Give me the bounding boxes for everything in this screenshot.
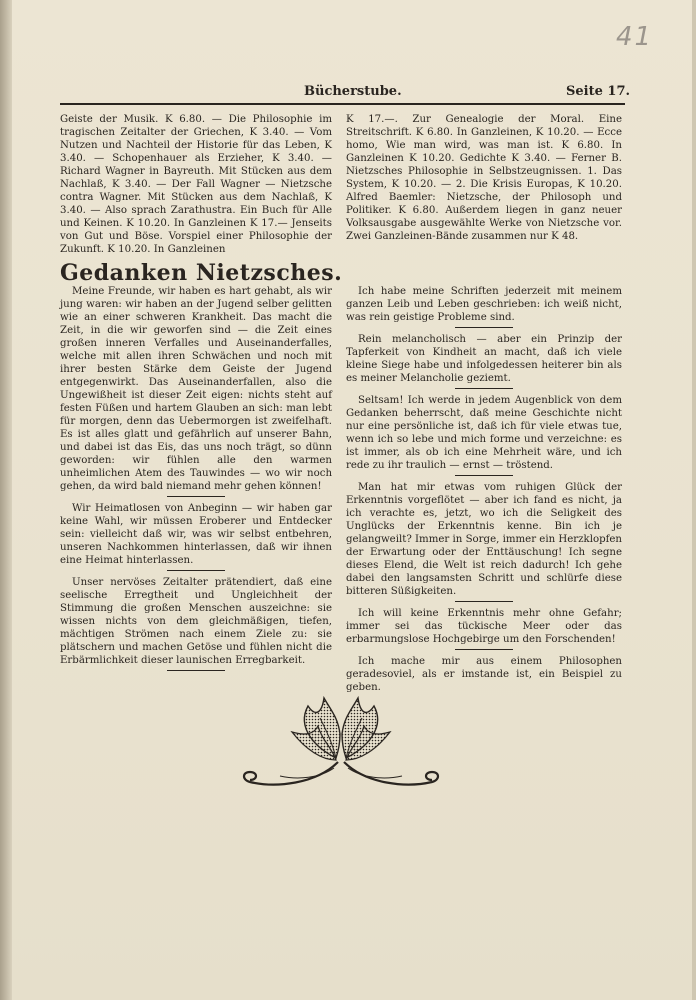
section-heading: Gedanken Nietzsches.	[60, 260, 343, 286]
aphorism-paragraph: Wir Heimatlosen von Anbeginn — wir haben gar keine Wahl, wir müssen Eroberer und Entdecker sein: vielleicht daß wir, was wir selbst entbehren, unseren Nachkommen hinterlassen, daß wir ihnen eine Heimat hinterlassen.	[60, 503, 332, 566]
paragraph-separator	[455, 475, 513, 476]
aphorism-paragraph: Ich habe meine Schriften jederzeit mit meinem ganzen Leib und Leben geschrieben: ich weiß nicht, was rein geistige Probleme sind.	[346, 286, 622, 323]
paragraph-separator	[455, 327, 513, 328]
paragraph-separator	[167, 496, 225, 497]
running-header-page-number: Seite 17.	[566, 84, 631, 99]
paragraph-separator	[455, 649, 513, 650]
aphorisms-left-column	[60, 285, 332, 676]
aphorism-paragraph: Ich will keine Erkenntnis mehr ohne Gefahr; immer sei das tückische Meer oder das erbarmungslose Hochgebirge um den Forschenden!	[346, 608, 622, 645]
page-edge-right	[692, 0, 696, 1000]
booklist-text-right: K 17.—. Zur Genealogie der Moral. Eine Streitschrift. K 6.80. In Ganzleinen, K 10.20. — Ecce homo, Wie man wird, was man ist. K 6.80. In Ganzleinen K 10.20. Gedichte K 3.40. — Ferner B. Nietzsches Philosophie in Selbstzeugnissen. 1. Das System, K 10.20. — 2. Die Krisis Europas, K 10.20. Alfred Baemler: Nietzsche, der Philosoph und Politiker. K 6.80. Außerdem liegen in ganz neuer Volksausgabe ausgewählte Werke von Nietzsche vor. Zwei Ganzleinen-Bände zusammen nur K 48.	[346, 114, 622, 242]
paragraph-separator	[167, 670, 225, 671]
aphorism-paragraph: Ich mache mir aus einem Philosophen geradesoviel, als er imstande ist, ein Beispiel zu geben.	[346, 656, 622, 693]
aphorism-paragraph: Man hat mir etwas vom ruhigen Glück der Erkenntnis vorgeflötet — aber ich fand es nicht, ja ich verachte es, jetzt, wo ich die Seligkeit des Unglücks der Erkenntnis kenne. Bin ich je gelangweilt? Immer in Sorge, immer ein Herzklopfen der Erwartung oder der Enttäuschung! Ich segne dieses Elend, die Welt ist reich dadurch! Ich gehe dabei den langsamsten Schritt und schlürfe diese bitteren Süßigkeiten.	[346, 482, 622, 597]
paragraph-separator	[167, 570, 225, 571]
pencil-folio-number: 41	[616, 22, 654, 52]
header-rule	[60, 103, 625, 105]
booklist-right-column	[346, 113, 622, 243]
aphorism-paragraph: Unser nervöses Zeitalter prätendiert, daß eine seelische Erregtheit und Ungleichheit der Stimmung die großen Menschen auszeichne: sie wissen nichts von dem gleichmäßigen, tiefen, mächtigen Strömen nach einem Ziele zu: sie plätschern und machen Getöse und fühlen nicht die Erbärmlichkeit dieser launischen Erregbarkeit.	[60, 577, 332, 666]
aphorism-paragraph: Seltsam! Ich werde in jedem Augenblick von dem Gedanken beherrscht, daß meine Geschichte nicht nur eine persönliche ist, daß ich für viele etwas tue, wenn ich so lebe und mich forme und verzeichne: es ist immer, als ob ich eine Mehrheit wäre, und ich rede zu ihr traulich — ernst — tröstend.	[346, 395, 622, 471]
running-header-title: Bücherstube.	[304, 84, 402, 99]
booklist-text-left: Geiste der Musik. K 6.80. — Die Philosophie im tragischen Zeitalter der Griechen, K 3.40. — Vom Nutzen und Nachteil der Historie für das Leben, K 3.40. — Schopenhauer als Erzieher, K 3.40. — Richard Wagner in Bayreuth. Mit Stücken aus dem Nachlaß, K 3.40. — Der Fall Wagner — Nietzsche contra Wagner. Mit Stücken aus dem Nachlaß, K 3.40. — Also sprach Zarathustra. Ein Buch für Alle und Keinen. K 10.20. In Ganzleinen K 17.— Jenseits von Gut und Böse. Vorspiel einer Philosophie der Zukunft. K 10.20. In Ganzleinen	[60, 114, 332, 255]
aphorism-paragraph: Meine Freunde, wir haben es hart gehabt, als wir jung waren: wir haben an der Jugend selber gelitten wie an einer schweren Krankheit. Das macht die Zeit, in die wir geworfen sind — die Zeit eines großen inneren Verfalles und Auseinanderfalles, welche mit allen ihren Schwächen und noch mit ihrer besten Stärke dem Geiste der Jugend entgegenwirkt. Das Auseinanderfallen, also die Ungewißheit ist dieser Zeit eigen: nichts steht auf festen Füßen und hartem Glauben an sich: man lebt für morgen, denn das Uebermorgen ist zweifelhaft. Es ist alles glatt und gefährlich auf unserer Bahn, und dabei ist das Eis, das uns noch trägt, so dünn geworden: wir fühlen alle den warmen unheimlichen Atem des Tauwindes — wo wir noch gehen, da wird bald niemand mehr gehen können!	[60, 286, 332, 492]
floral-ornament-icon	[236, 688, 446, 800]
aphorisms-right-column	[346, 285, 622, 694]
aphorism-paragraph: Rein melancholisch — aber ein Prinzip der Tapferkeit von Kindheit an macht, daß ich viele kleine Siege habe und infolgedessen heiterer bin als es meiner Melancholie geziemt.	[346, 334, 622, 384]
page-edge-left	[0, 0, 12, 1000]
paragraph-separator	[455, 388, 513, 389]
paragraph-separator	[455, 601, 513, 602]
booklist-left-column	[60, 113, 332, 256]
